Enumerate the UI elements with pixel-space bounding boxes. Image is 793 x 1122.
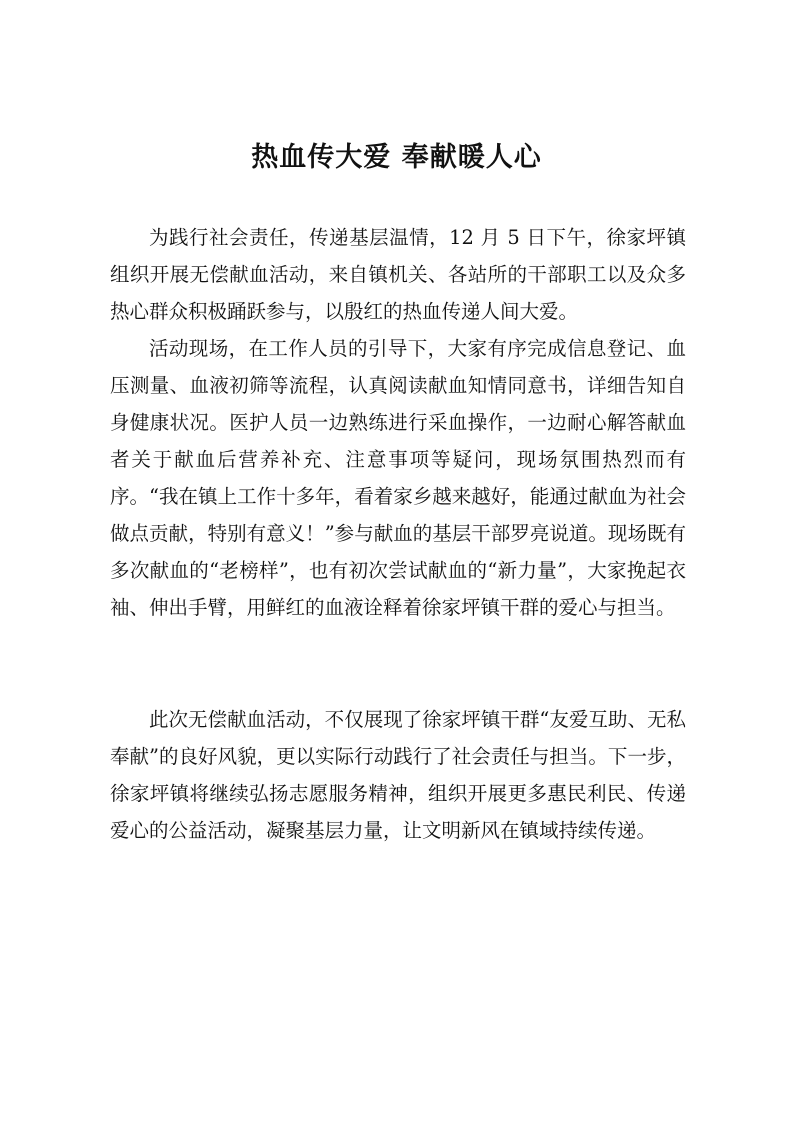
article-body-upper — [110, 219, 686, 626]
paragraph-3: 此次无偿献血活动，不仅展现了徐家坪镇干群“友爱互助、无私奉献”的良好风貌，更以实际行动践行了社会责任与担当。下一步，徐家坪镇将继续弘扬志愿服务精神，组织开展更多惠民利民、传递爱心的公益活动，凝聚基层力量，让文明新风在镇域持续传递。 — [110, 708, 686, 842]
document-title: 热血传大爱 奉献暖人心 — [251, 142, 542, 173]
paragraph-1: 为践行社会责任，传递基层温情，12 月 5 日下午，徐家坪镇组织开展无偿献血活动，来自镇机关、各站所的干部职工以及众多热心群众积极踊跃参与，以殷红的热血传递人间大爱。 — [110, 226, 686, 323]
article-body-lower — [110, 701, 686, 849]
paragraph-2: 活动现场，在工作人员的引导下，大家有序完成信息登记、血压测量、血液初筛等流程，认真阅读献血知情同意书，详细告知自身健康状况。医护人员一边熟练进行采血操作，一边耐心解答献血者关于献血后营养补充、注意事项等疑问，现场氛围热烈而有序。“我在镇上工作十多年，看着家乡越来越好，能通过献血为社会做点贡献，特别有意义！”参与献血的基层干部罗亮说道。现场既有多次献血的“老榜样”，也有初次尝试献血的“新力量”，大家挽起衣袖、伸出手臂，用鲜红的血液诠释着徐家坪镇干群的爱心与担当。 — [110, 337, 686, 619]
